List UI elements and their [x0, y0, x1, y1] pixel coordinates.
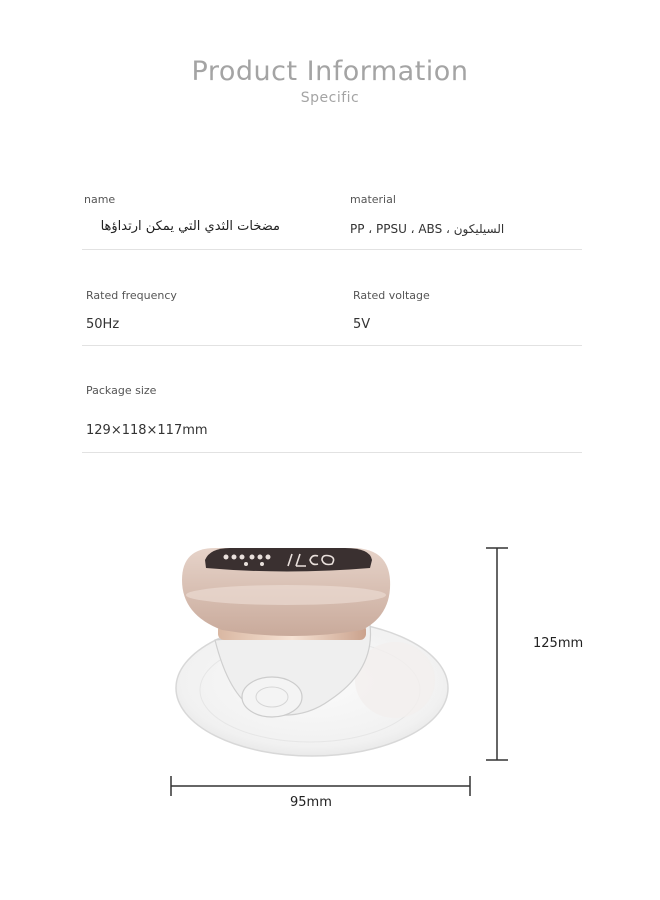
package-value: 129×118×117mm: [86, 423, 208, 438]
name-label: name: [84, 193, 116, 206]
frequency-label: Rated frequency: [86, 289, 177, 302]
width-dimension-label: 95mm: [290, 795, 332, 810]
frequency-value: 50Hz: [86, 317, 120, 332]
material-value: PP ، PPSU ، ABS ، السيليكون: [350, 222, 505, 236]
name-value: مضخات الثدي التي يمكن ارتداؤها: [100, 219, 280, 234]
package-label: Package size: [86, 384, 157, 397]
voltage-label: Rated voltage: [353, 289, 430, 302]
material-label: material: [350, 193, 396, 206]
page-title: Product Information: [191, 56, 469, 87]
valve: [242, 677, 302, 717]
page-subtitle: Specific: [300, 90, 360, 106]
height-dimension-line: [486, 548, 508, 760]
display-panel: [205, 548, 372, 572]
width-dimension-line: [171, 776, 470, 796]
height-dimension-label: 125mm: [533, 636, 584, 651]
voltage-value: 5V: [353, 317, 371, 332]
